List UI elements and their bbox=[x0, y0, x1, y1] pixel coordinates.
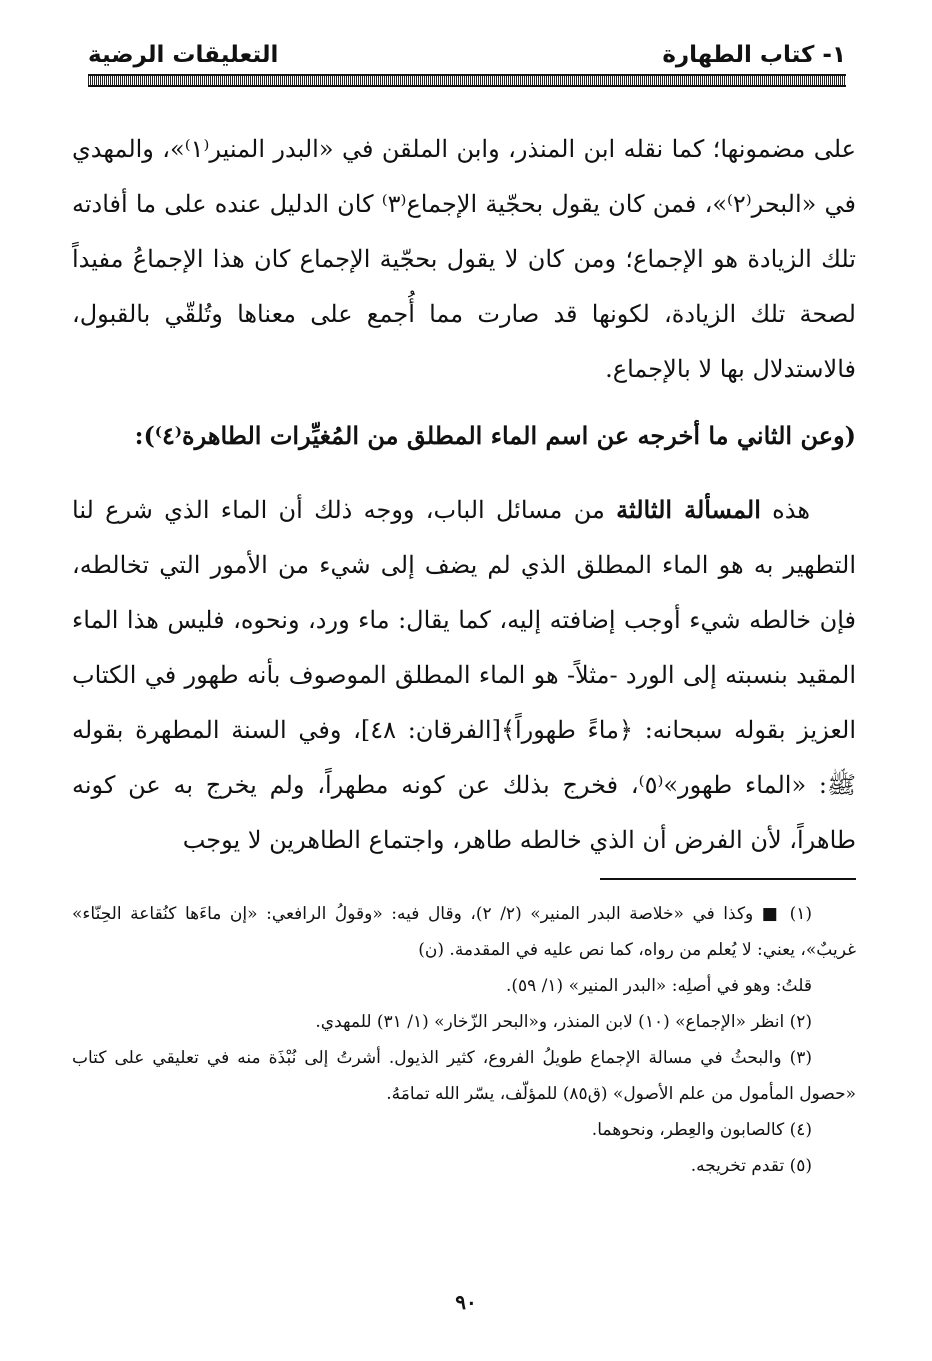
footnote-4: (٤) كالصابون والعِطر، ونحوهما. bbox=[591, 1120, 812, 1140]
footnote-3: (٣) والبحثُ في مسالة الإجماع طويلُ الفروع، كثير الذيول. أشرتُ إلى نُبْذَة منه في تعليقي على كتاب «حصول المأمول من علم الأصول» (ق٨٥) للمؤلّف، يسّر الله تمامَهُ. bbox=[72, 1048, 856, 1104]
footnote-2: (٢) انظر «الإجماع» (١٠) لابن المنذر، و«البحر الزّخار» (١/ ٣١) للمهدي. bbox=[315, 1012, 812, 1032]
footnote-1-note: قلتُ: وهو في أصلِه: «البدر المنير» (١/ ٥٩). bbox=[505, 976, 812, 996]
book-title: التعليقات الرضية bbox=[88, 42, 279, 68]
footnote-1: (١) ■ وكذا في «خلاصة البدر المنير» (٢/ ٢)، وقال فيه: «وقولُ الرافعي: «إن ماءَها كنُقاعة الحِنّاء» غريبٌ»، يعني: لا يُعلم من رواه، كما نص عليه في المقدمة. (ن) bbox=[72, 904, 856, 960]
section-heading: (وعن الثاني ما أخرجه عن اسم الماء المطلق من المُغيِّرات الطاهرة⁽٤⁾): bbox=[134, 421, 856, 450]
para2-text: من مسائل الباب، ووجه ذلك أن الماء الذي شرع لنا التطهير به هو الماء المطلق الذي لم يضف إلى شيء من الأمور التي تخالطه، فإن خالطه شيء أوجب إضافته إليه، كما يقال: ماء ورد، ونحوه، فليس هذا الماء المقيد بنسبته إلى الورد -مثلاً- هو الماء المطلق الموصوف بأنه طهور في الكتاب العزيز بقوله سبحانه: ﴿ماءً طهوراً﴾[الفرقان: ٤٨]، وفي السنة المطهرة بقوله ﷺ: «الماء طهور»⁽٥⁾، فخرج بذلك عن كونه مطهراً، ولم يخرج به عن كونه طاهراً، لأن الفرض أن الذي خالطه طاهر، واجتماع الطاهرين لا يوجب bbox=[72, 496, 856, 854]
header-rule bbox=[88, 74, 846, 87]
paragraph-2 bbox=[72, 482, 856, 868]
page-number: ٩٠ bbox=[455, 1290, 477, 1314]
para2-bold-term: المسألة الثالثة bbox=[616, 495, 761, 524]
footnote-5: (٥) تقدم تخريجه. bbox=[690, 1156, 812, 1176]
main-paragraph bbox=[72, 122, 856, 397]
paragraph-1: على مضمونها؛ كما نقله ابن المنذر، وابن الملقن في «البدر المنير⁽١⁾»، والمهدي في «البحر⁽٢⁾»، فمن كان يقول بحجّية الإجماع⁽٣⁾ كان الدليل عنده على ما أفادته تلك الزيادة هو الإجماع؛ ومن كان لا يقول بحجّية الإجماع كان هذا الإجماعُ مفيداً لصحة تلك الزيادة، لكونها قد صارت مما أُجمع على معناها وتُلقّي بالقبول، فالاستدلال بها لا بالإجماع. bbox=[72, 135, 857, 383]
chapter-title: ١- كتاب الطهارة bbox=[662, 42, 846, 68]
footnotes bbox=[72, 896, 856, 1184]
footnote-separator bbox=[600, 878, 856, 880]
para2-start: هذه bbox=[760, 496, 810, 524]
running-header bbox=[88, 36, 846, 90]
